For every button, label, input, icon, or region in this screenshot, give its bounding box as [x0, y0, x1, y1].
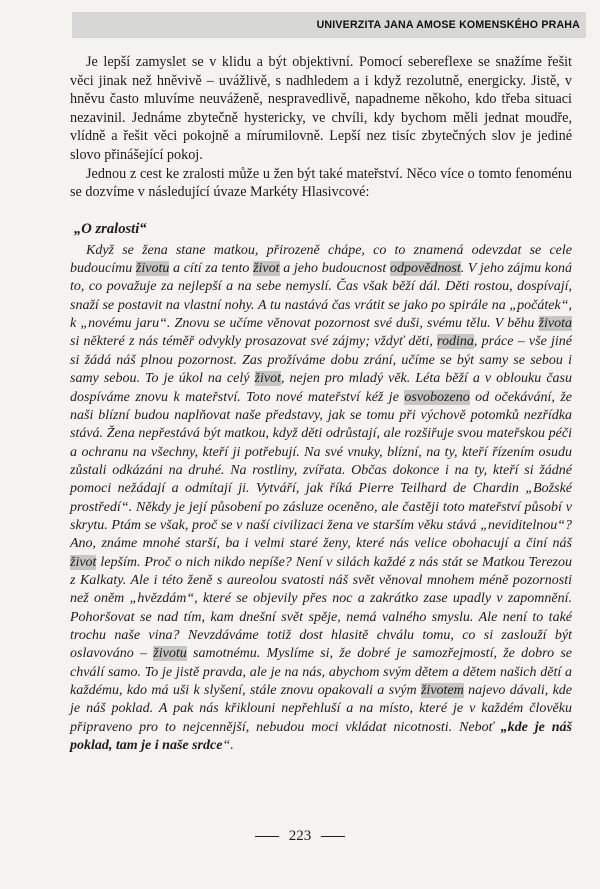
text-segment: a cítí za tento [169, 261, 254, 277]
running-header [72, 12, 586, 38]
highlighted-word: života [538, 316, 572, 332]
text-segment: samotnému. Myslíme si, že dobré je samozřejmostí, že dobro se chválí samo. To je jistě pravda, ale je na nás, abychom svým dětem a dětem našich dětí a každému, kdo má uši k slyšení, stále znovu opakovali a svým [70, 646, 572, 698]
essay-body [70, 242, 572, 756]
intro-paragraph-2: Jednou z cest ke zralosti může u žen být také mateřství. Něco více o tomto fenoménu se dozvíme v následující úvaze Markéty Hlasivcové: [70, 165, 572, 201]
essay-title: „O zralosti“ [74, 220, 147, 237]
highlighted-word: životem [420, 683, 464, 698]
highlighted-word: osvobozeno [404, 389, 470, 405]
highlighted-word: odpovědnost [389, 261, 461, 277]
text-segment: od očekávání, že naši blízní budou naplňovat naše představy, jak se tomu při výchově potomků nezřídka stává. Žena nepřestává být matkou, když děti odrůstají, ale rozšiřuje svou mateřskou péči a ochranu na všechny, kteří ji potřebují. Na své vnuky, blízní, na ty, kteří řízením osudu zůstali odkázáni na druhé. Na rostliny, zvířata. Občas dokonce i na ty, kteří si žádné pomoci nežádají a odmítají ji. Vytváří, jak říká Pierre Teilhard de Chardin „Božské prostředí“. Někdy je její působení po zásluze oceněno, ale častěji toto mateřství působí v skrytu. Ptám se však, proč se v naší civilizaci žena ve starším věku stává „neviditelnou“? Ano, známe mnohé starší, ba i velmi staré ženy, které nás velice obohacují a činí náš [70, 389, 572, 552]
text-segment: lepším. Proč o nich nikdo nepíše? Není v silách každé z nás stát se Matkou Terezou z Kalkaty. Ale i této ženě s aureolou svatosti náš svět věnoval mnohem méně pozornosti než oněm „hvězdám“, které se objevily přes noc a zakrátko zase upadly v zapomnění. Pohoršovat se nad tím, kam dnešní svět spěje, nemá valného smyslu. Ale není to také trochu naše vina? Nevzdáváme totiž dost hlasitě chválu tomu, co si zaslouží být oslavováno – [70, 554, 572, 662]
footer-dash-right [321, 836, 345, 837]
highlighted-word: rodina [437, 334, 474, 350]
page-footer [0, 828, 600, 845]
footer-dash-left [255, 836, 279, 837]
text-segment: Když se žena stane matkou, přirozeně chápe, co to znamená odevzdat se cele budoucímu [70, 242, 572, 277]
bold-quote: „kde je náš poklad, tam je i naše srdce [70, 719, 572, 754]
text-segment: a jeho budoucnost [279, 261, 390, 277]
highlighted-word: život [254, 371, 281, 387]
text-segment: si některé z nás téměř odvykly prosazovat své zájmy; vždyť děti, [70, 334, 438, 350]
header-title: UNIVERZITA JANA AMOSE KOMENSKÉHO PRAHA [316, 19, 580, 31]
text-segment: najevo dávali, kde je náš poklad. A pak nás křiklouni nepřehluší a na místo, které je v každém člověku připraveno pro to nejcennější, nebudou moci vkládat nicotnosti. Neboť [70, 683, 572, 735]
page-number: 223 [288, 828, 312, 844]
highlighted-word: životu [153, 646, 187, 662]
text-segment: , práce – vše jiné si žádá náš plnou pozornost. Zas prožíváme dobu zrání, učíme se být samy se sebou i samy sebou. To je úkol na celý [70, 334, 572, 387]
highlighted-word: život [70, 554, 97, 570]
text-segment: “. [222, 738, 234, 754]
highlighted-word: životu [135, 261, 170, 277]
essay-paragraph [70, 242, 572, 756]
text-segment: . V jeho zájmu koná to, co považuje za nejlepší a na sebe nemyslí. Čas však běží dál. Děti rostou, dospívají, snaží se postavit na vlastní nohy. A tu nastává čas vrátit se jako po spirále na „počátek“, k „novému jaru“. Znovu se učíme věnovat pozornost své duši, svému tělu. V běhu [70, 261, 572, 332]
text-segment: , nejen pro mladý věk. Léta běží a v oblouku času dospíváme znovu k mateřství. Toto nové mateřství kéž je [70, 371, 572, 405]
highlighted-word: život [253, 261, 280, 277]
page-content [70, 53, 572, 755]
intro-paragraph-1: Je lepší zamyslet se v klidu a být objektivní. Pomocí sebereflexe se snažíme řešit věci jinak než hněvivě – uvážlivě, s nadhledem a i když rezolutně, energicky. Jistě, v hněvu často mluvíme neuváženě, nespravedlivě, napadneme někoho, kdo třeba situaci nezavinil. Jednáme zbytečně hystericky, ve chvíli, kdy bychom měli jednat moudře, vlídně a řešit věci pokojně a mírumilovně. Lepší nez tisíc zbytečných slov je jediné slovo přinášející pokoj. [70, 54, 572, 163]
